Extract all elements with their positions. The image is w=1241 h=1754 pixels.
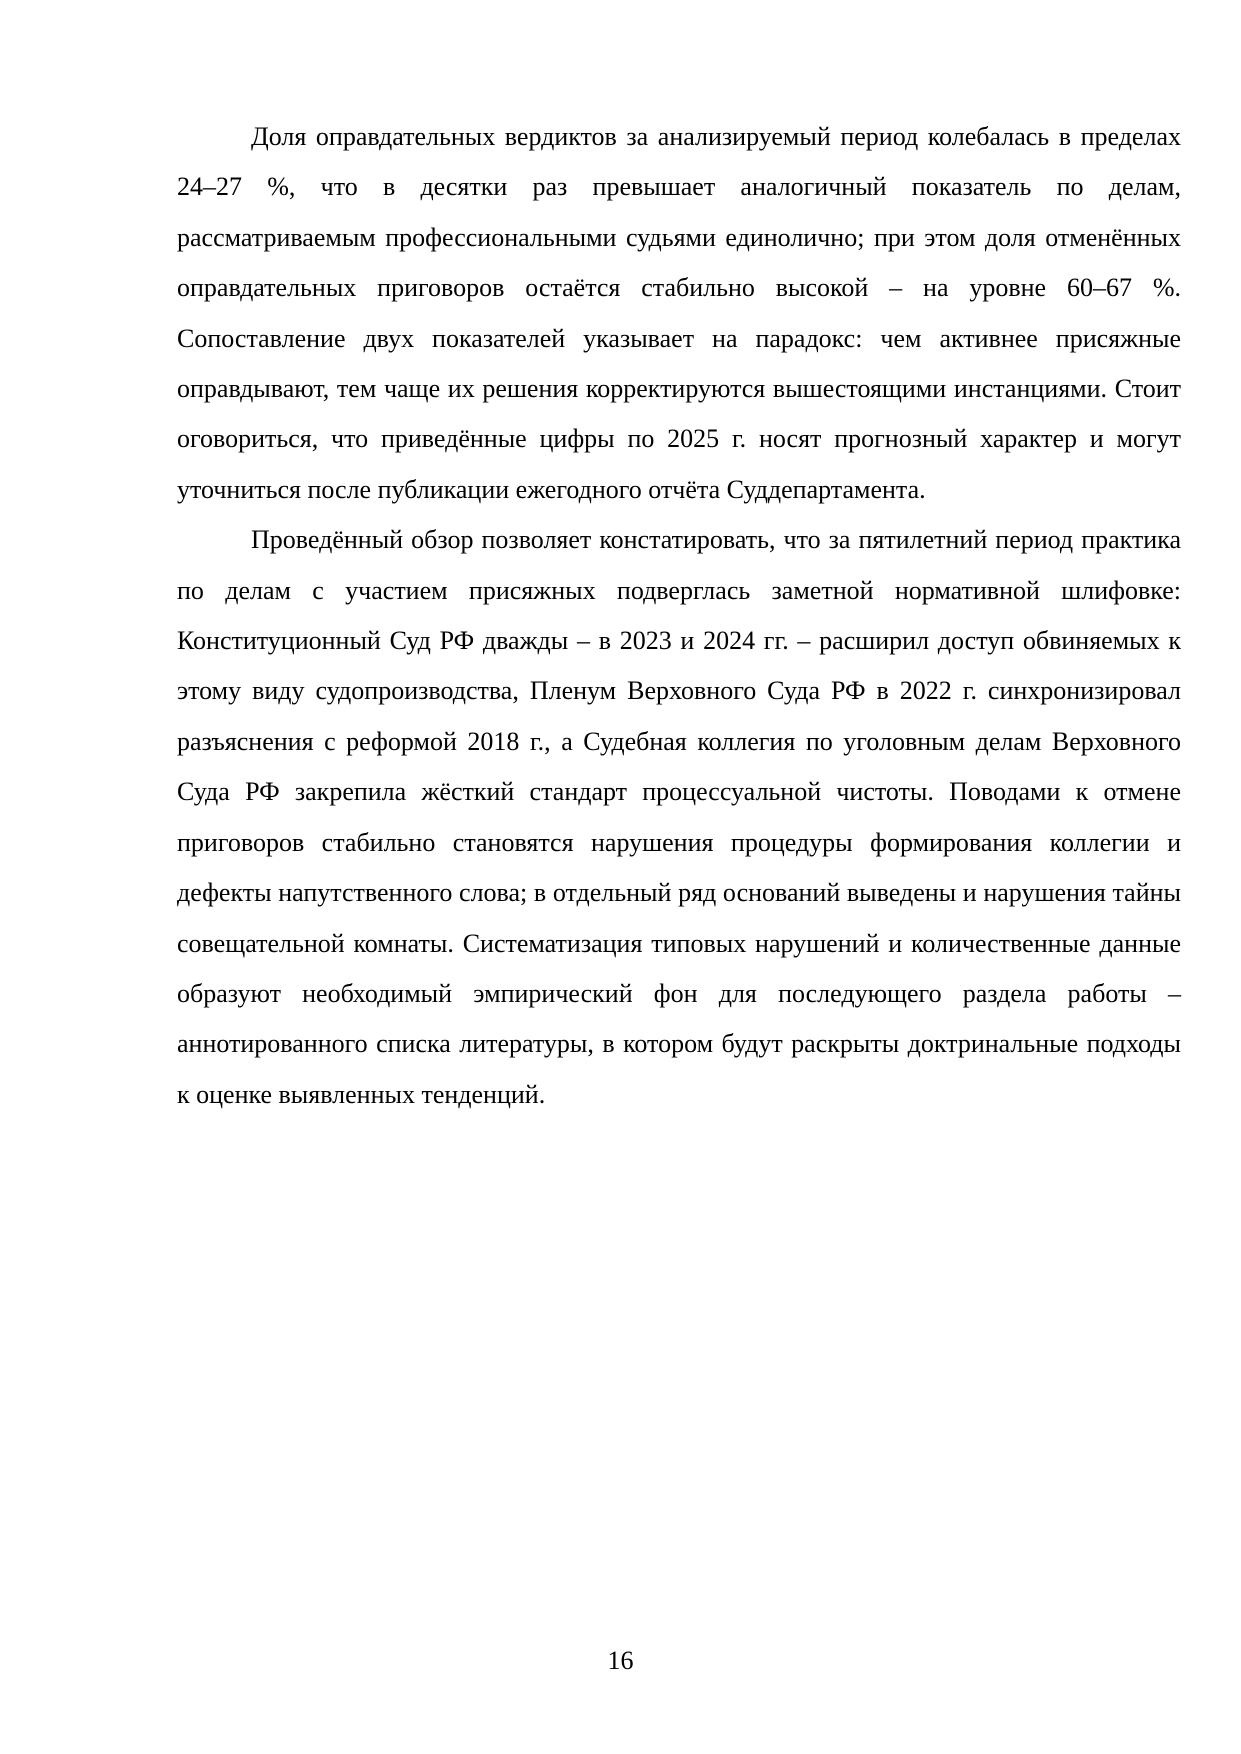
paragraph-review-conclusion: Проведённый обзор позволяет констатировать, что за пятилетний период практика по делам с участием присяжных подверглась заметной нормативной шлифовке: Конституционный Суд РФ дважды – в 2023 и 2024 гг. – расширил доступ обвиняемых к этому виду судопроизводства, Пленум Верховного Суда РФ в 2022 г. синхронизировал разъяснения с реформой 2018 г., а Судебная коллегия по уголовным делам Верховного Суда РФ закрепила жёсткий стандарт процессуальной чистоты. Поводами к отмене приговоров стабильно становятся нарушения процедуры формирования коллегии и дефекты напутственного слова; в отдельный ряд оснований выведены и нарушения тайны совещательной комнаты. Систематизация типовых нарушений и количественные данные образуют необходимый эмпирический фон для последующего раздела работы – аннотированного списка литературы, в котором будут раскрыты доктринальные подходы к оценке выявленных тенденций.: [177, 525, 1181, 1109]
page-number: 16: [607, 1646, 634, 1675]
paragraph-acquittal-share: Доля оправдательных вердиктов за анализируемый период колебалась в пределах 24–27 %, что в десятки раз превышает аналогичный показатель по делам, рассматриваемым профессиональными судьями единолично; при этом доля отменённых оправдательных приговоров остаётся стабильно высокой – на уровне 60–67 %. Сопоставление двух показателей указывает на парадокс: чем активнее присяжные оправдывают, тем чаще их решения корректируются вышестоящими инстанциями. Стоит оговориться, что приведённые цифры по 2025 г. носят прогнозный характер и могут уточниться после публикации ежегодного отчёта Суддепартамента.: [177, 122, 1181, 504]
body-text: [177, 112, 1181, 1120]
